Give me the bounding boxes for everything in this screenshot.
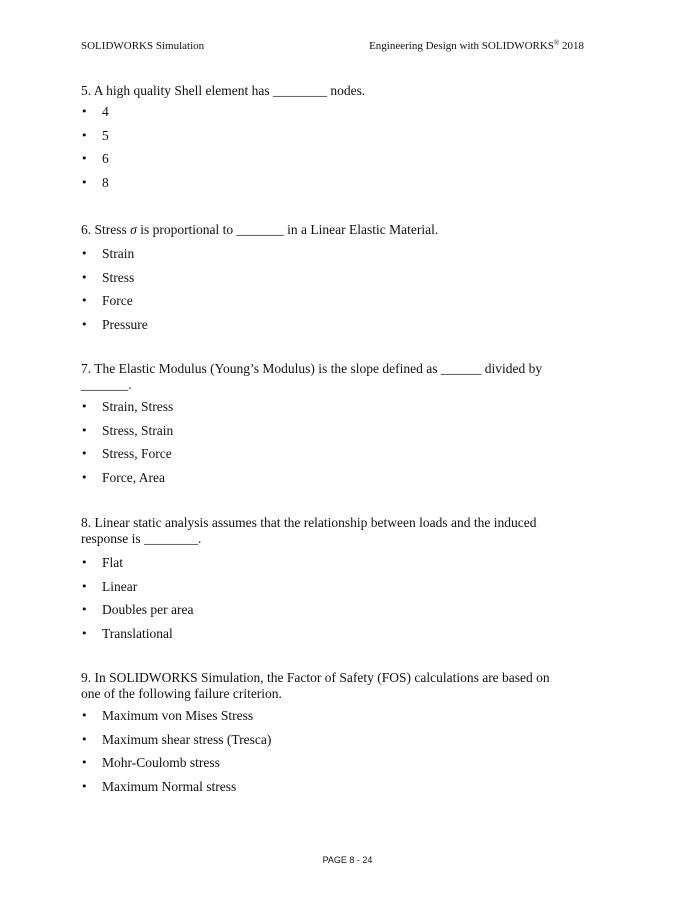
header-year: 2018: [559, 40, 584, 52]
question-7-options: [81, 399, 571, 493]
bullet-icon: •: [81, 128, 88, 142]
question-8-line-2: response is ________.: [81, 531, 202, 546]
option-item: [81, 779, 571, 803]
question-8-text: [81, 515, 571, 547]
option-label: Stress, Force: [102, 446, 172, 462]
option-label: Maximum Normal stress: [102, 778, 237, 794]
bullet-icon: •: [81, 779, 88, 793]
question-5: [81, 83, 561, 198]
option-item: [81, 104, 561, 128]
option-item: [81, 555, 571, 579]
question-9: [81, 670, 571, 802]
question-9-line-1: 9. In SOLIDWORKS Simulation, the Factor of Safety (FOS) calculations are based on: [81, 670, 550, 685]
option-label: 6: [102, 151, 109, 167]
option-label: Force, Area: [102, 469, 165, 485]
option-label: Strain, Stress: [102, 399, 174, 414]
question-5-options: [81, 104, 561, 198]
option-label: 5: [102, 127, 109, 143]
bullet-icon: •: [81, 579, 88, 593]
option-item: [81, 270, 561, 294]
option-item: [81, 246, 561, 270]
option-label: Mohr-Coulomb stress: [102, 755, 220, 771]
bullet-icon: •: [81, 105, 88, 118]
option-item: [81, 423, 571, 447]
option-label: 8: [102, 174, 109, 190]
bullet-icon: •: [81, 603, 88, 617]
header-title: Engineering Design with SOLIDWORKS: [369, 40, 554, 52]
question-6-text: [81, 222, 561, 238]
running-header-left: SOLIDWORKS Simulation: [81, 40, 205, 52]
option-item: [81, 579, 571, 603]
bullet-icon: •: [81, 270, 88, 284]
option-item: [81, 293, 561, 317]
bullet-icon: •: [81, 556, 88, 569]
question-6: [81, 222, 561, 340]
question-8: [81, 515, 571, 649]
option-label: Stress, Strain: [102, 422, 174, 438]
registered-mark: ®: [553, 39, 560, 47]
option-item: [81, 317, 561, 341]
question-8-line-1: 8. Linear static analysis assumes that the relationship between loads and the induced: [81, 515, 537, 530]
question-7-line-1: 7. The Elastic Modulus (Young’s Modulus) is the slope defined as ______ divided by: [81, 361, 543, 376]
question-7-line-2: _______.: [81, 377, 132, 392]
option-item: [81, 399, 571, 423]
bullet-icon: •: [81, 317, 88, 331]
option-item: [81, 151, 561, 175]
question-5-text: 5. A high quality Shell element has ________ nodes.: [81, 83, 366, 98]
option-item: [81, 732, 571, 756]
question-9-text: [81, 670, 571, 702]
option-label: 4: [102, 104, 109, 119]
question-9-line-2: one of the following failure criterion.: [81, 686, 282, 701]
bullet-icon: •: [81, 732, 88, 746]
bullet-icon: •: [81, 447, 88, 461]
bullet-icon: •: [81, 709, 88, 722]
bullet-icon: •: [81, 152, 88, 166]
bullet-icon: •: [81, 294, 88, 308]
option-item: [81, 470, 571, 494]
option-label: Linear: [102, 578, 138, 594]
page-number: PAGE 8 - 24: [322, 855, 373, 865]
option-item: [81, 626, 571, 650]
question-6-options: [81, 246, 561, 340]
sigma-symbol: σ: [130, 222, 137, 237]
question-6-text-end: is proportional to _______ in a Linear Elastic Material.: [136, 222, 439, 237]
option-item: [81, 708, 571, 732]
option-item: [81, 602, 571, 626]
option-label: Force: [102, 293, 133, 309]
question-6-text-start: 6. Stress: [81, 222, 131, 237]
option-label: Strain: [102, 246, 135, 261]
bullet-icon: •: [81, 247, 88, 260]
bullet-icon: •: [81, 400, 88, 413]
question-9-options: [81, 708, 571, 802]
option-label: Pressure: [102, 316, 148, 332]
option-item: [81, 175, 561, 199]
question-8-options: [81, 555, 571, 649]
option-label: Stress: [102, 269, 135, 285]
running-header-right: [369, 40, 584, 52]
option-label: Maximum von Mises Stress: [102, 708, 254, 723]
option-label: Maximum shear stress (Tresca): [102, 731, 272, 747]
bullet-icon: •: [81, 423, 88, 437]
bullet-icon: •: [81, 175, 88, 189]
question-7: [81, 361, 571, 493]
option-item: [81, 755, 571, 779]
bullet-icon: •: [81, 626, 88, 640]
option-label: Translational: [102, 625, 173, 641]
bullet-icon: •: [81, 470, 88, 484]
question-7-text: [81, 361, 571, 393]
option-item: [81, 446, 571, 470]
option-item: [81, 128, 561, 152]
option-label: Flat: [102, 555, 124, 570]
option-label: Doubles per area: [102, 602, 194, 618]
bullet-icon: •: [81, 756, 88, 770]
